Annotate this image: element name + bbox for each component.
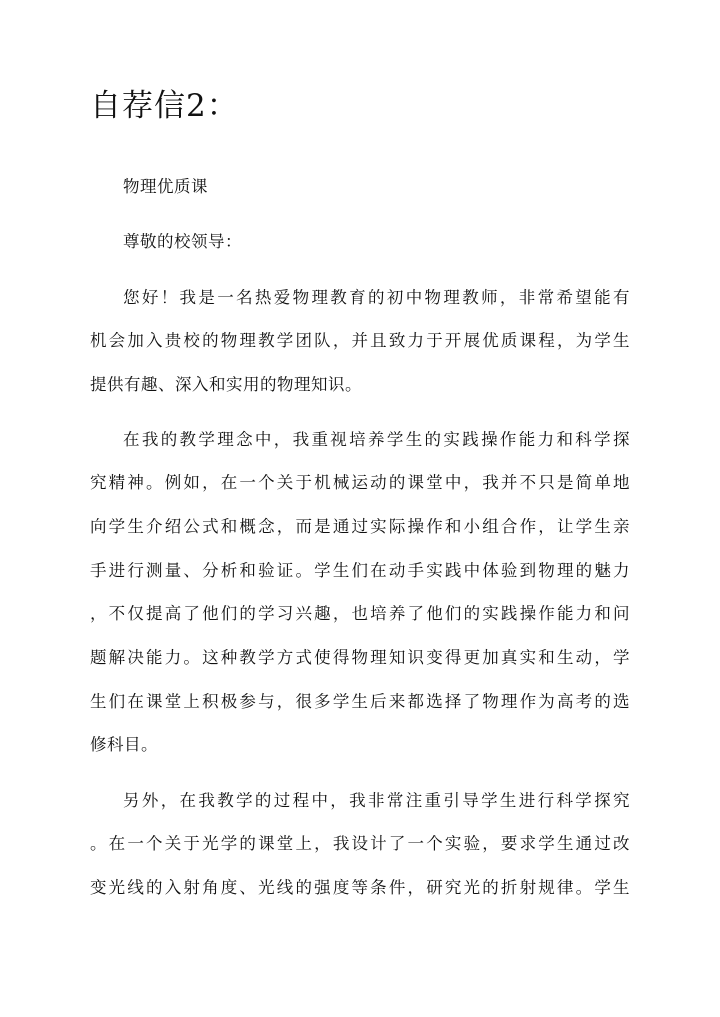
paragraph-2-line-6: 题解决能力。这种教学方式使得物理知识变得更加真实和生动，学 bbox=[90, 648, 630, 667]
paragraph-2-line-7: 生们在课堂上积极参与，很多学生后来都选择了物理作为高考的选 bbox=[90, 692, 630, 711]
paragraph-2-line-1: 在我的教学理念中，我重视培养学生的实践操作能力和科学探 bbox=[123, 430, 630, 449]
salutation: 尊敬的校领导： bbox=[123, 232, 242, 251]
paragraph-1-line-1: 您好！我是一名热爱物理教育的初中物理教师，非常希望能有 bbox=[123, 288, 630, 307]
paragraph-3-line-3: 变光线的入射角度、光线的强度等条件，研究光的折射规律。学生 bbox=[90, 878, 630, 897]
paragraph-3-line-1: 另外，在我教学的过程中，我非常注重引导学生进行科学探究 bbox=[123, 791, 630, 810]
paragraph-2-line-4: 手进行测量、分析和验证。学生们在动手实践中体验到物理的魅力 bbox=[90, 561, 630, 580]
paragraph-2-line-2: 究精神。例如，在一个关于机械运动的课堂中，我并不只是简单地 bbox=[90, 473, 630, 492]
paragraph-1-line-3: 提供有趣、深入和实用的物理知识。 bbox=[90, 375, 362, 394]
subject-line: 物理优质课 bbox=[123, 177, 208, 196]
paragraph-2-line-3: 向学生介绍公式和概念，而是通过实际操作和小组合作，让学生亲 bbox=[90, 517, 630, 536]
paragraph-3-line-2: 。在一个关于光学的课堂上，我设计了一个实验，要求学生通过改 bbox=[90, 834, 630, 853]
document-title: 自荐信2： bbox=[90, 88, 239, 124]
paragraph-2-line-8: 修科目。 bbox=[90, 735, 158, 754]
paragraph-2-line-5: ，不仅提高了他们的学习兴趣，也培养了他们的实践操作能力和问 bbox=[90, 604, 630, 623]
paragraph-1-line-2: 机会加入贵校的物理教学团队，并且致力于开展优质课程，为学生 bbox=[90, 331, 630, 350]
